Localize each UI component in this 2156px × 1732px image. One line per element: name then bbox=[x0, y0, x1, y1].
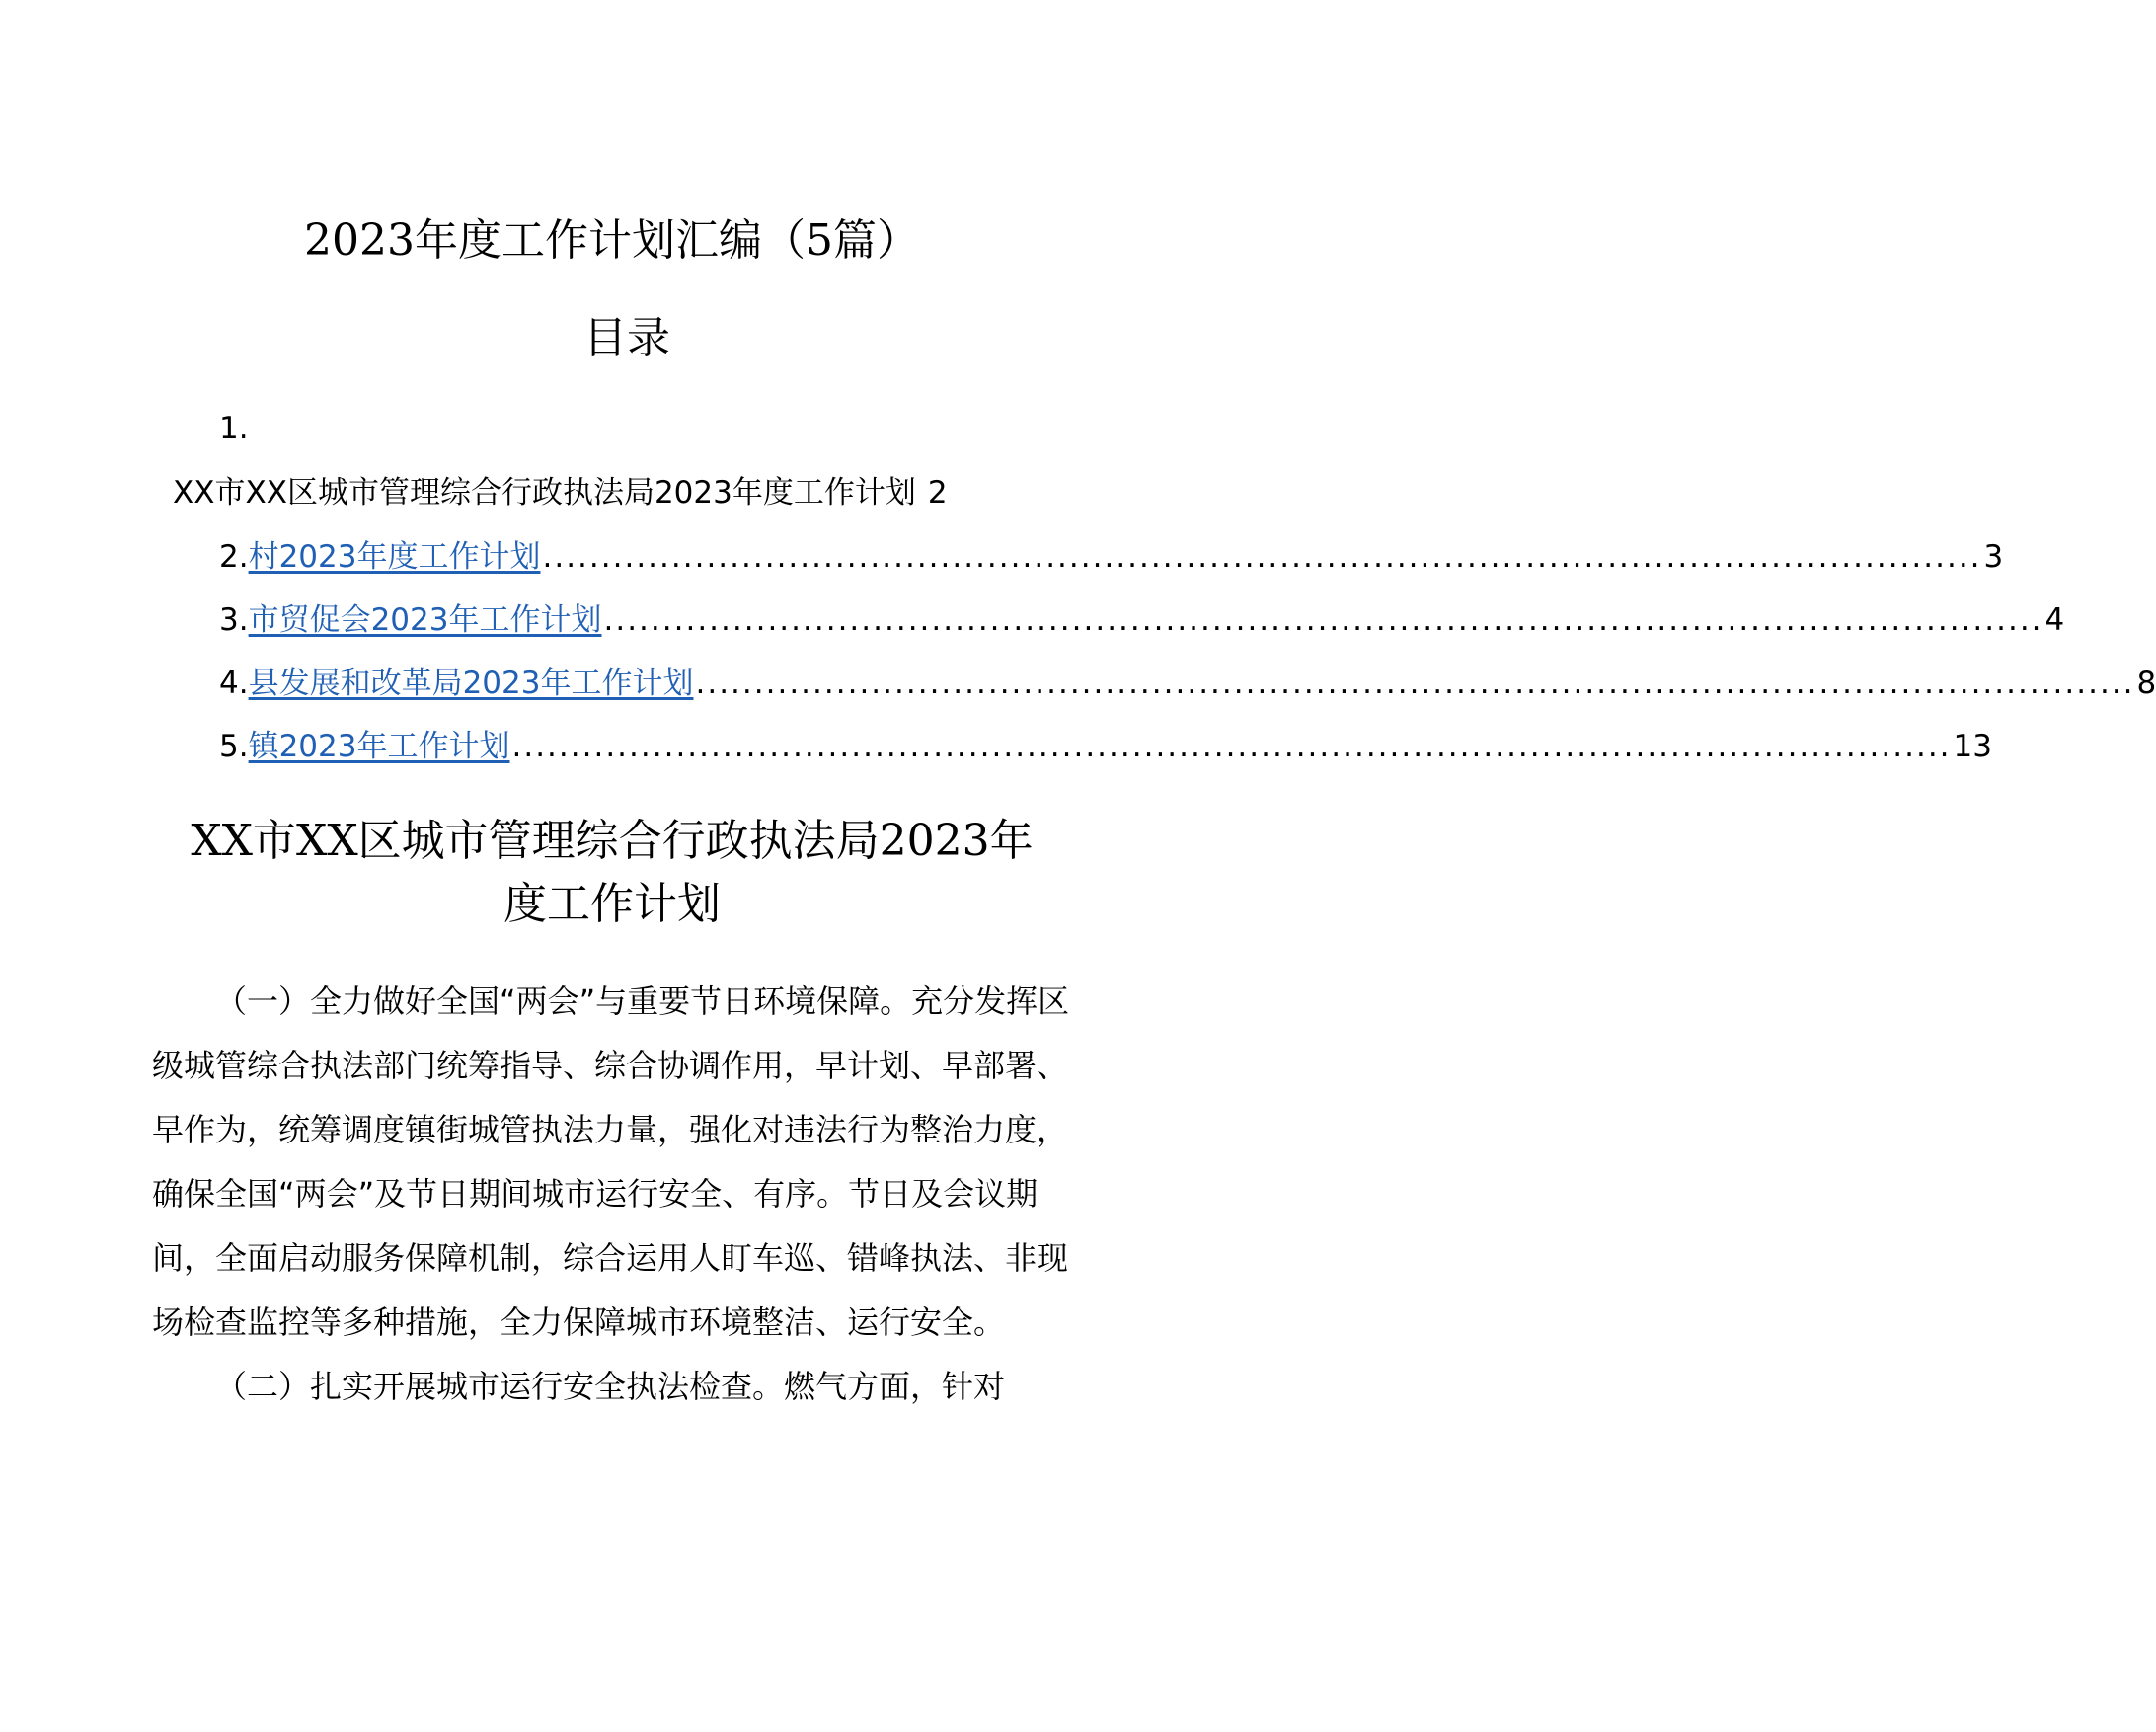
toc-item-1-number: 1. bbox=[219, 411, 249, 446]
toc-dot-leader: ........................................................................................................................... bbox=[603, 602, 2043, 638]
document-title bbox=[0, 211, 1224, 271]
toc-item-link[interactable]: 市贸促会2023年工作计划 bbox=[248, 602, 602, 638]
toc-heading: 目录 bbox=[583, 313, 670, 363]
section-title-year: 2023 bbox=[879, 816, 990, 866]
body-paragraph: （一）全力做好全国“两会”与重要节日环境保障。充分发挥区级城管综合执法部门统筹指导、综合协调作用，早计划、早部署、早作为，统筹调度镇街城管执法力量，强化对违法行为整治力度，确保全国“两会”及节日期间城市运行安全、有序。节日及会议期间，全面启动服务保障机制，综合运用人盯车巡、错峰执法、非现场检查监控等多种措施，全力保障城市环境整洁、运行安全。 bbox=[152, 983, 1070, 1341]
section-title-line-2: 度工作计划 bbox=[503, 879, 721, 929]
toc-item-number: 2. bbox=[219, 539, 249, 575]
toc-item-number: 5. bbox=[219, 729, 249, 764]
section-body bbox=[152, 970, 1090, 1419]
toc-item-page: 13 bbox=[1953, 729, 1992, 764]
toc-item-link[interactable]: 村2023年度工作计划 bbox=[248, 539, 541, 575]
toc-item-3[interactable] bbox=[219, 597, 2065, 643]
toc-item-page: 3 bbox=[1983, 539, 2004, 575]
section-title-part: 市 bbox=[253, 816, 296, 866]
section-title-xx: XX bbox=[191, 816, 253, 866]
toc-item-number: 4. bbox=[219, 666, 249, 701]
toc-item-page: 4 bbox=[2044, 602, 2065, 638]
toc-dot-leader: ........................................................................................................................... bbox=[542, 539, 1982, 575]
toc-item-number: 3. bbox=[219, 602, 249, 638]
toc-item-1-page: 2 bbox=[927, 475, 948, 511]
section-title-line-1 bbox=[0, 810, 1224, 873]
toc-dot-leader: ........................................................................................................................... bbox=[511, 729, 1952, 764]
title-end: 篇） bbox=[832, 215, 920, 266]
toc-item-1-text: XX市XX区城市管理综合行政执法局2023年度工作计划 bbox=[173, 475, 916, 511]
section-title-part: 区城市管理综合行政执法局 bbox=[357, 816, 880, 866]
section-title-part: 年 bbox=[989, 816, 1034, 866]
toc-item-2[interactable] bbox=[219, 534, 2004, 580]
title-year: 2023 bbox=[304, 215, 415, 266]
toc-item-link[interactable]: 县发展和改革局2023年工作计划 bbox=[248, 666, 694, 701]
title-main: 年度工作计划汇编（ bbox=[414, 215, 806, 266]
toc-item-page: 8 bbox=[2136, 666, 2156, 701]
toc-item-1[interactable] bbox=[173, 470, 1041, 515]
toc-item-4[interactable] bbox=[219, 661, 2156, 706]
toc-item-link[interactable]: 镇2023年工作计划 bbox=[248, 729, 510, 764]
toc-dot-leader: ........................................................................................................................... bbox=[695, 666, 2135, 701]
body-paragraph: （二）扎实开展城市运行安全执法检查。燃气方面，针对 bbox=[215, 1368, 1006, 1405]
title-count: 5 bbox=[805, 215, 833, 266]
section-title-xx: XX bbox=[296, 816, 358, 866]
toc-item-5[interactable] bbox=[219, 724, 1992, 769]
